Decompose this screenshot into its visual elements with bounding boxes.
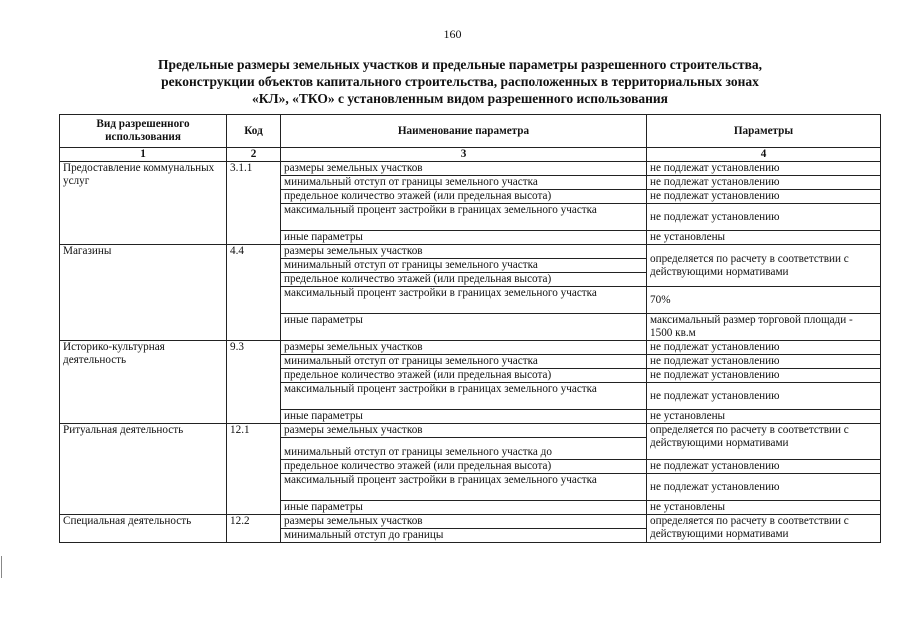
param-value-cell: не подлежат установлению <box>647 204 881 231</box>
param-value-cell: не подлежат установлению <box>647 369 881 383</box>
param-name-cell: минимальный отступ от границы земельного участка <box>281 259 647 273</box>
document-title <box>110 56 810 107</box>
param-name-cell: иные параметры <box>281 410 647 424</box>
code-cell: 12.2 <box>227 515 281 543</box>
code-cell: 3.1.1 <box>227 162 281 245</box>
param-name-cell: максимальный процент застройки в границах земельного участка <box>281 474 647 501</box>
param-value-cell: определяется по расчету в соответствии с действующими нормативами <box>647 424 881 460</box>
param-value-cell: не подлежат установлению <box>647 474 881 501</box>
column-number-row <box>60 148 881 162</box>
param-name-cell: минимальный отступ от границы земельного участка <box>281 355 647 369</box>
param-name-cell: иные параметры <box>281 314 647 341</box>
title-line-1: Предельные размеры земельных участков и предельные параметры разрешенного строительства, <box>158 57 762 72</box>
header-code: Код <box>227 115 281 148</box>
param-name-cell: минимальный отступ до границы <box>281 529 647 543</box>
param-value-cell: не установлены <box>647 501 881 515</box>
param-name-cell: предельное количество этажей (или предельная высота) <box>281 460 647 474</box>
param-name-cell: предельное количество этажей (или предельная высота) <box>281 273 647 287</box>
param-value-cell: определяется по расчету в соответствии с действующими нормативами <box>647 245 881 287</box>
param-value-cell: не подлежат установлению <box>647 190 881 204</box>
title-line-2: реконструкции объектов капитального строительства, расположенных в территориальных зонах <box>161 74 759 89</box>
vid-cell: Магазины <box>60 245 227 341</box>
code-cell: 4.4 <box>227 245 281 341</box>
header-param-name: Наименование параметра <box>281 115 647 148</box>
col-number-2: 2 <box>227 148 281 162</box>
param-name-cell: минимальный отступ от границы земельного участка до <box>281 438 647 460</box>
parameters-table <box>59 114 881 543</box>
table-row <box>60 515 881 529</box>
param-name-cell: максимальный процент застройки в границах земельного участка <box>281 287 647 314</box>
param-value-cell: не подлежат установлению <box>647 355 881 369</box>
code-cell: 12.1 <box>227 424 281 515</box>
param-name-cell: предельное количество этажей (или предельная высота) <box>281 190 647 204</box>
vid-cell: Предоставление коммунальных услуг <box>60 162 227 245</box>
table-row <box>60 162 881 176</box>
table-header-row <box>60 115 881 148</box>
param-value-cell: максимальный размер торговой площади - 1500 кв.м <box>647 314 881 341</box>
param-value-cell: не установлены <box>647 231 881 245</box>
table-row <box>60 424 881 438</box>
param-name-cell: размеры земельных участков <box>281 341 647 355</box>
param-value-cell: не подлежат установлению <box>647 383 881 410</box>
param-name-cell: иные параметры <box>281 501 647 515</box>
col-number-4: 4 <box>647 148 881 162</box>
vid-cell: Историко-культурная деятельность <box>60 341 227 424</box>
param-value-cell: определяется по расчету в соответствии с действующими нормативами <box>647 515 881 543</box>
param-name-cell: максимальный процент застройки в границах земельного участка <box>281 204 647 231</box>
param-name-cell: размеры земельных участков <box>281 245 647 259</box>
code-cell: 9.3 <box>227 341 281 424</box>
header-params: Параметры <box>647 115 881 148</box>
table-row <box>60 245 881 259</box>
param-value-cell: 70% <box>647 287 881 314</box>
param-name-cell: размеры земельных участков <box>281 515 647 529</box>
param-value-cell: не подлежат установлению <box>647 162 881 176</box>
page-number: 160 <box>443 27 462 41</box>
col-number-3: 3 <box>281 148 647 162</box>
param-name-cell: предельное количество этажей (или предельная высота) <box>281 369 647 383</box>
title-line-3: «КЛ», «ТКО» с установленным видом разрешенного использования <box>252 91 668 106</box>
vid-cell: Ритуальная деятельность <box>60 424 227 515</box>
vid-cell: Специальная деятельность <box>60 515 227 543</box>
param-name-cell: минимальный отступ от границы земельного участка <box>281 176 647 190</box>
param-value-cell: не подлежат установлению <box>647 176 881 190</box>
col-number-1: 1 <box>60 148 227 162</box>
scan-edge-mark <box>1 556 8 578</box>
header-vid: Вид разрешенного использования <box>60 115 227 148</box>
param-value-cell: не установлены <box>647 410 881 424</box>
param-value-cell: не подлежат установлению <box>647 341 881 355</box>
param-name-cell: максимальный процент застройки в границах земельного участка <box>281 383 647 410</box>
param-name-cell: иные параметры <box>281 231 647 245</box>
param-name-cell: размеры земельных участков <box>281 424 647 438</box>
table-row <box>60 341 881 355</box>
param-value-cell: не подлежат установлению <box>647 460 881 474</box>
param-name-cell: размеры земельных участков <box>281 162 647 176</box>
